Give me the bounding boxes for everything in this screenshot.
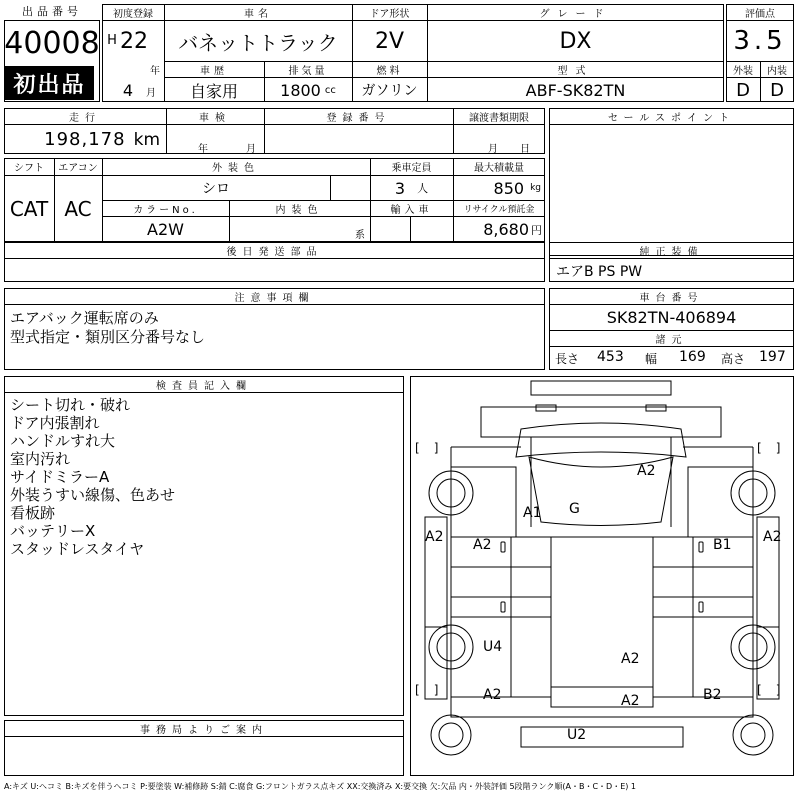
height-value: 197 xyxy=(759,349,786,365)
lot-label: 出品番号 xyxy=(4,4,100,21)
exterior-color-value: シロ xyxy=(202,181,230,197)
width-value: 169 xyxy=(679,349,706,365)
inspector-note-9: スタッドレスタイヤ xyxy=(10,540,145,558)
interior-score: D xyxy=(770,79,784,101)
dimensions-label: 諸元 xyxy=(655,334,688,346)
history-value: 自家用 xyxy=(189,81,238,101)
car-name-label: 車名 xyxy=(244,8,272,20)
bracket-left-bottom: [ ] xyxy=(415,683,439,697)
recycle-number: 8,680 xyxy=(483,220,529,239)
transfer-month-unit: 月 xyxy=(488,143,498,155)
sales-point-box xyxy=(549,108,794,256)
mark-right-door: B1 xyxy=(713,537,732,553)
mark-rear-center: A2 xyxy=(621,693,640,709)
max-load-unit: kg xyxy=(530,183,541,193)
grade-label: グレード xyxy=(539,8,612,20)
length-value: 453 xyxy=(597,349,624,365)
score-value: 3.5 xyxy=(733,26,787,56)
vehicle-diagram xyxy=(410,376,794,776)
first-listing-badge: 初出品 xyxy=(5,66,94,100)
chassis-label: 車台番号 xyxy=(639,292,704,304)
grade-value: DX xyxy=(559,28,592,54)
mark-front-top: A2 xyxy=(637,463,656,479)
recycle-value xyxy=(453,217,545,242)
recycle-label: リサイクル預託金 xyxy=(463,204,535,215)
inspection-label: 車検 xyxy=(199,112,231,124)
displacement-number: 1800 xyxy=(280,80,321,100)
caution-line-2: 型式指定・類別区分番号なし xyxy=(10,328,206,346)
recycle-unit: 円 xyxy=(531,223,542,237)
transfer-day-unit: 日 xyxy=(520,143,530,155)
inspector-note-4: 室内汚れ xyxy=(10,450,71,468)
score-label: 評価点 xyxy=(745,8,775,20)
sales-point-label: セールスポイント xyxy=(607,112,736,124)
caution-label: 注意事項欄 xyxy=(234,292,315,304)
bracket-right-bottom: [ ] xyxy=(757,683,781,697)
model-value: ABF-SK82TN xyxy=(525,80,626,100)
office-label: 事務局よりご案内 xyxy=(140,724,268,736)
displacement-label: 排気量 xyxy=(288,65,328,77)
mark-bed-center: A2 xyxy=(621,651,640,667)
height-label: 高さ xyxy=(721,352,746,366)
door-label: ドア形状 xyxy=(369,8,410,20)
displacement-value xyxy=(264,78,352,102)
interior-color-unit: 系 xyxy=(355,229,365,241)
shift-label: シフト xyxy=(14,163,44,174)
first-reg-month-unit: 月 xyxy=(146,87,156,99)
fuel-label: 燃料 xyxy=(376,65,403,77)
later-parts-label: 後日発送部品 xyxy=(226,246,323,258)
mark-right-fender: A2 xyxy=(763,529,782,545)
transfer-deadline-label: 譲渡書類期限 xyxy=(469,112,529,124)
dimensions-row xyxy=(549,347,794,370)
capacity-value xyxy=(370,176,453,200)
mark-left-fender: A2 xyxy=(425,529,444,545)
first-reg-era: H xyxy=(107,32,117,48)
bracket-left-top: [ ] xyxy=(415,441,439,455)
inspector-note-8: バッテリーX xyxy=(10,522,96,540)
color-no-label: カラーNo. xyxy=(133,204,198,216)
legend: A:キズ U:ヘコミ B:キズを伴うヘコミ P:要塗装 W:補修跡 S:錆 C:腐食 G:フロントガラス点キズ XX:交換済み X:要交換 欠:欠品 内・外装評価 5段階ランク順(A・B・C・D・E) 1 xyxy=(4,782,637,791)
capacity-number: 3 xyxy=(394,178,406,198)
mark-pillar: A1 xyxy=(523,505,542,521)
first-reg-year: 22 xyxy=(120,28,148,54)
max-load-value xyxy=(453,176,545,200)
history-label: 車歴 xyxy=(200,65,228,77)
bracket-right-top: [ ] xyxy=(757,441,781,455)
chassis-value: SK82TN-406894 xyxy=(606,308,737,327)
inspector-note-1: シート切れ・破れ xyxy=(10,396,131,414)
fuel-value: ガソリン xyxy=(361,83,418,99)
inspector-note-6: 外装うすい線傷、色あせ xyxy=(10,486,176,504)
capacity-unit: 人 xyxy=(417,182,429,195)
mark-right-rear: B2 xyxy=(703,687,722,703)
mark-glass: G xyxy=(569,501,580,517)
aircon-value: AC xyxy=(64,197,92,221)
door-value: 2V xyxy=(374,28,405,54)
caution-line-1: エアバック運転席のみ xyxy=(10,309,159,327)
genuine-equipment-label: 純正装備 xyxy=(639,246,704,258)
exterior-color-label: 外装色 xyxy=(212,163,260,174)
inspector-note-5: サイドミラーA xyxy=(10,468,110,486)
displacement-unit: cc xyxy=(324,84,336,96)
interior-score-label: 内装 xyxy=(767,65,787,77)
mark-left-rear-panel: U4 xyxy=(483,639,503,655)
length-label: 長さ xyxy=(555,352,580,366)
inspection-month-unit: 月 xyxy=(246,143,256,155)
car-name-value: バネットトラック xyxy=(178,30,338,55)
inspector-label: 検査員記入欄 xyxy=(156,380,252,392)
first-reg-month: 4 xyxy=(122,80,134,100)
width-label: 幅 xyxy=(645,352,658,366)
mileage-unit: km xyxy=(133,129,160,150)
color-no-value: A2W xyxy=(147,220,184,239)
exterior-score-label: 外装 xyxy=(733,65,753,77)
mileage-value xyxy=(4,125,166,154)
inspector-note-7: 看板跡 xyxy=(10,504,56,522)
max-load-label: 最大積載量 xyxy=(474,163,524,174)
mark-left-rear: A2 xyxy=(483,687,502,703)
aircon-label: エアコン xyxy=(58,163,98,174)
max-load-number: 850 xyxy=(493,178,525,198)
reg-number-label: 登録番号 xyxy=(326,112,391,124)
first-reg-year-unit: 年 xyxy=(150,65,160,77)
inspector-note-2: ドア内張割れ xyxy=(10,414,100,432)
model-label: 型式 xyxy=(557,65,594,77)
mileage-label: 走行 xyxy=(69,112,101,124)
capacity-label: 乗車定員 xyxy=(391,163,432,174)
genuine-equipment-value: エアB PS PW xyxy=(556,264,643,280)
mark-rear-bumper: U2 xyxy=(567,727,587,743)
first-reg-label: 初度登録 xyxy=(113,8,153,20)
shift-value: CAT xyxy=(9,197,49,221)
mileage-number: 198,178 xyxy=(44,129,126,150)
import-label: 輸入車 xyxy=(390,204,433,216)
lot-number: 40008 xyxy=(4,25,100,61)
exterior-score: D xyxy=(736,79,750,101)
mark-left-door: A2 xyxy=(473,537,492,553)
inspection-year-unit: 年 xyxy=(198,143,208,155)
inspector-note-3: ハンドルすれ大 xyxy=(10,432,116,450)
interior-color-label: 内装色 xyxy=(275,204,324,216)
